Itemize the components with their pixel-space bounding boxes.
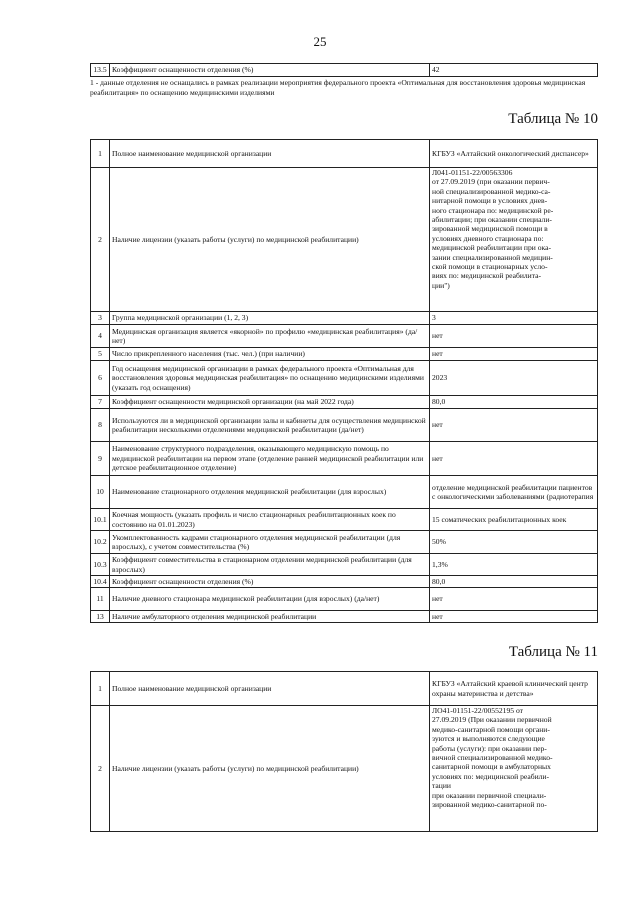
- row-label: Число прикрепленного населения (тыс. чел.) (при наличии): [110, 348, 430, 361]
- row-number: 10: [91, 476, 110, 509]
- license-line: 27.09.2019 (При оказании первичной: [432, 715, 552, 725]
- row-value: КГБУЗ «Алтайский онкологический диспансер»: [430, 140, 598, 168]
- license-line: при оказании первичной специали-: [432, 790, 547, 800]
- row-label: Полное наименование медицинской организации: [110, 672, 430, 706]
- license-line: медико-санитарной помощи органи-: [432, 724, 550, 734]
- license-line: абилитации; при оказании специали-: [432, 215, 552, 225]
- row-value: нет: [430, 588, 598, 611]
- row-value: 3: [430, 312, 598, 325]
- row-label: Полное наименование медицинской организации: [110, 140, 430, 168]
- row-number: 2: [91, 168, 110, 312]
- row-label: Наименование структурного подразделения, оказывающего медицинскую помощь по медицинской реабилитации на первом этапе (отделение ранней медицинской реабилитации или детское реабилитационное отделение): [110, 442, 430, 476]
- row-label: Медицинская организация является «якорной» по профилю «медицинская реабилитация» (да/нет): [110, 325, 430, 348]
- row-value: нет: [430, 409, 598, 442]
- row-number: 1: [91, 140, 110, 168]
- table-row: [91, 576, 598, 588]
- footnote: 1 - данные отделения не оснащались в рамках реализации мероприятия федерального проекта «Оптимальная для восстановления здоровья медицинская реабилитация» по оснащению медицинскими изделиями: [90, 78, 586, 97]
- table-row: [91, 706, 598, 832]
- license-line: вичной специализированной медико-: [432, 753, 553, 763]
- row-label: Наличие лицензии (указать работы (услуги) по медицинской реабилитации): [110, 168, 430, 312]
- row-value: 80,0: [430, 396, 598, 409]
- row-number: 7: [91, 396, 110, 409]
- row-label: Наличие дневного стационара медицинской реабилитации (для взрослых) (да/нет): [110, 588, 430, 611]
- row-number: 10.2: [91, 531, 110, 554]
- row-number: 13: [91, 611, 110, 623]
- license-line: ции"): [432, 280, 450, 290]
- license-line: Л041-01151-22/00563306: [432, 168, 513, 177]
- row-label: Коечная мощность (указать профиль и число стационарных реабилитационных коек по состоянию на 01.01.2023): [110, 509, 430, 531]
- row-label: Наличие лицензии (указать работы (услуги) по медицинской реабилитации): [110, 706, 430, 832]
- table-row: [91, 442, 598, 476]
- row-value: 80,0: [430, 576, 598, 588]
- table-row: [91, 409, 598, 442]
- license-line: ской помощи в стационарных усло-: [432, 262, 548, 272]
- table-row: [91, 396, 598, 409]
- license-line: тации: [432, 781, 451, 791]
- row-label: Используются ли в медицинской организации залы и кабинеты для осуществления медицинской реабилитации несколькими отделениями медицинской реабилитации (да/нет): [110, 409, 430, 442]
- row-label: Укомплектованность кадрами стационарного отделения медицинской реабилитации (для взрослых), с учетом совместительства (%): [110, 531, 430, 554]
- row-number: 9: [91, 442, 110, 476]
- license-line: от 27.09.2019 (при оказании первич-: [432, 177, 550, 187]
- row-number: 10.3: [91, 554, 110, 576]
- table-row: [91, 348, 598, 361]
- row-value: нет: [430, 348, 598, 361]
- table-row: [91, 509, 598, 531]
- license-line: нитарной помощи в условиях днев-: [432, 196, 548, 206]
- row-label: Коэффициент оснащенности отделения (%): [110, 64, 430, 77]
- row-number: 8: [91, 409, 110, 442]
- license-line: ного стационара по: медицинской ре-: [432, 205, 554, 215]
- table-11: [90, 671, 598, 832]
- row-number: 10.4: [91, 576, 110, 588]
- table-row: [91, 325, 598, 348]
- table-row: [91, 312, 598, 325]
- row-number: 10.1: [91, 509, 110, 531]
- license-line: санитарной помощи в амбулаторных: [432, 762, 551, 772]
- table-row: [91, 554, 598, 576]
- table-11-title: Таблица № 11: [508, 644, 598, 660]
- row-value: отделение медицинской реабилитации пациентов с онкологическими заболеваниями (радиотерапия: [430, 476, 598, 509]
- row-label: Коэффициент оснащенности медицинской организации (на май 2022 года): [110, 396, 430, 409]
- row-value: 42: [430, 64, 598, 77]
- row-value: 15 соматических реабилитационных коек: [430, 509, 598, 531]
- row-number: 13.5: [91, 64, 110, 77]
- license-line: зированной медицинской помощи в: [432, 224, 548, 234]
- table-row: [91, 64, 598, 77]
- row-value: [430, 706, 598, 832]
- table-row: [91, 531, 598, 554]
- table-10-title: Таблица № 10: [508, 111, 598, 127]
- row-number: 5: [91, 348, 110, 361]
- license-text-table11: [432, 706, 595, 809]
- row-value: 2023: [430, 361, 598, 396]
- license-line: работы (услуги): при оказании пер-: [432, 743, 547, 753]
- row-value: нет: [430, 442, 598, 476]
- license-text-table10: [432, 168, 595, 290]
- page-number: 25: [313, 34, 327, 49]
- license-line: ной специализированной медико-са-: [432, 186, 551, 196]
- license-line: условиях по: медицинской реабили-: [432, 771, 550, 781]
- table-10: [90, 139, 598, 623]
- license-line: зированной медико-санитарной по-: [432, 800, 547, 810]
- row-number: 6: [91, 361, 110, 396]
- row-number: 4: [91, 325, 110, 348]
- table-row: [91, 588, 598, 611]
- table-row: [91, 476, 598, 509]
- table-row: [91, 140, 598, 168]
- license-line: медицинской реабилитации при ока-: [432, 243, 552, 253]
- table-row: [91, 611, 598, 623]
- license-line: зании специализированной медицин-: [432, 252, 553, 262]
- row-label: Наименование стационарного отделения медицинской реабилитации (для взрослых): [110, 476, 430, 509]
- row-number: 3: [91, 312, 110, 325]
- table-row: [91, 672, 598, 706]
- row-label: Коэффициент оснащенности отделения (%): [110, 576, 430, 588]
- row-label: Коэффициент совместительства в стационарном отделении медицинской реабилитации (для взрослых): [110, 554, 430, 576]
- row-value: 50%: [430, 531, 598, 554]
- row-value: нет: [430, 325, 598, 348]
- row-label: Группа медицинской организации (1, 2, 3): [110, 312, 430, 325]
- top-table: [90, 63, 598, 77]
- row-number: 11: [91, 588, 110, 611]
- row-value: 1,3%: [430, 554, 598, 576]
- row-label: Год оснащения медицинской организации в рамках федерального проекта «Оптимальная для восстановления здоровья медицинская реабилитация» по оснащению медицинскими изделиями (указать год оснащения): [110, 361, 430, 396]
- table-row: [91, 168, 598, 312]
- row-value: КГБУЗ «Алтайский краевой клинический центр охраны материнства и детства»: [430, 672, 598, 706]
- row-value: [430, 168, 598, 312]
- row-label: Наличие амбулаторного отделения медицинской реабилитации: [110, 611, 430, 623]
- row-number: 2: [91, 706, 110, 832]
- license-line: условиях дневного стационара по:: [432, 233, 544, 243]
- row-number: 1: [91, 672, 110, 706]
- license-line: ЛО41-01151-22/00552195 от: [432, 706, 523, 715]
- license-line: зуются и выполняются следующие: [432, 734, 545, 744]
- table-row: [91, 361, 598, 396]
- row-value: нет: [430, 611, 598, 623]
- license-line: виях по: медицинской реабилита-: [432, 271, 542, 281]
